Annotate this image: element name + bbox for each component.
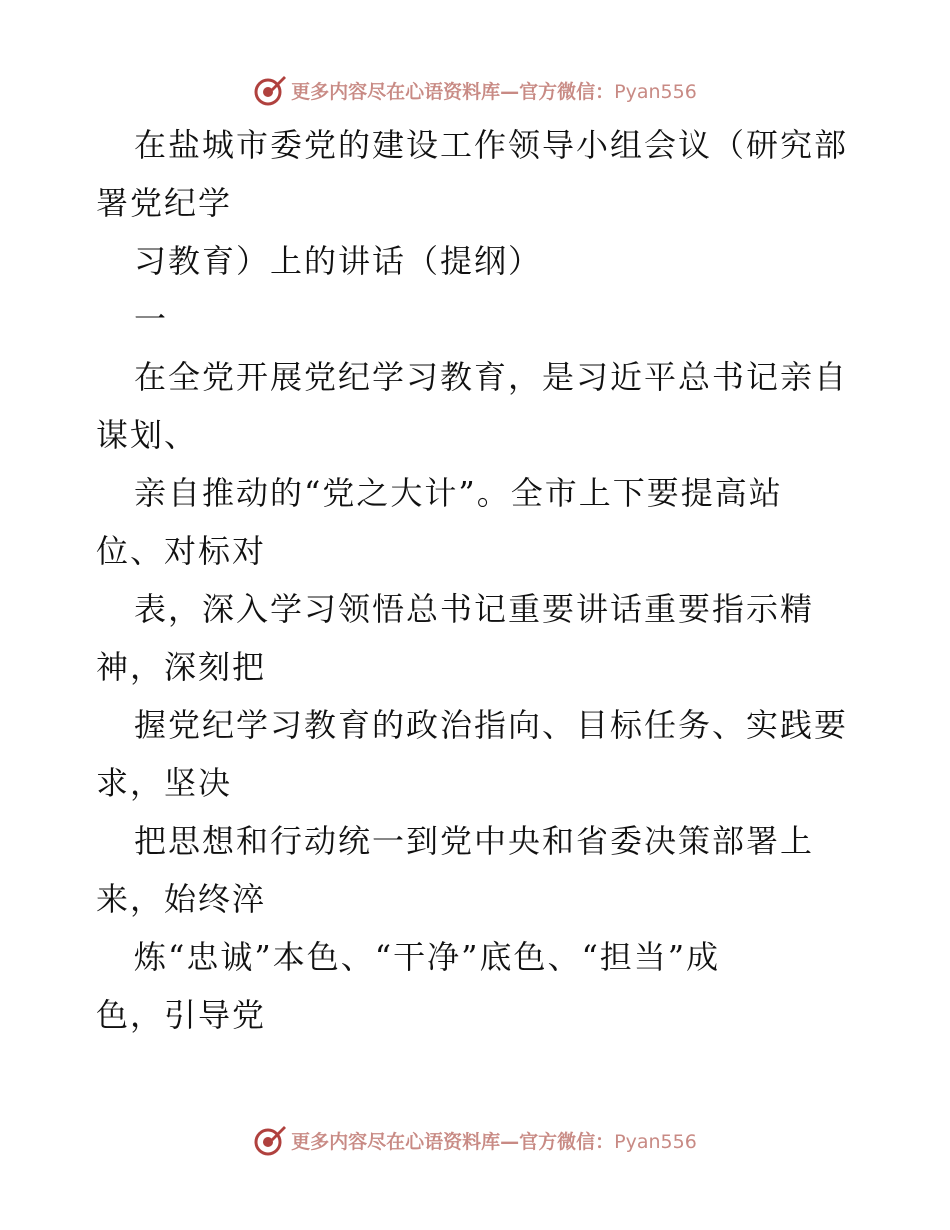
- text-line: 在盐城市委党的建设工作领导小组会议（研究部: [134, 126, 849, 164]
- text-line: 神，深刻把: [96, 648, 267, 686]
- banner-text: 更多内容尽在心语资料库—官方微信：Pyan556: [291, 1130, 697, 1153]
- text-line: 把思想和行动统一到党中央和省委决策部署上: [134, 822, 815, 860]
- wechat-id: Pyan556: [614, 80, 697, 103]
- text-line: 握党纪学习教育的政治指向、目标任务、实践要: [134, 706, 849, 744]
- section-number: 一: [134, 300, 169, 338]
- text-line: 习教育）上的讲话（提纲）: [134, 242, 543, 280]
- text-line: 求，坚决: [96, 764, 233, 802]
- text-line: 表，深入学习领悟总书记重要讲话重要指示精: [134, 590, 815, 628]
- footer-banner: [0, 1120, 950, 1160]
- text-line: 谋划、: [96, 416, 199, 454]
- banner-text: 更多内容尽在心语资料库—官方微信：Pyan556: [291, 80, 697, 103]
- text-line: 在全党开展党纪学习教育，是习近平总书记亲自: [134, 358, 849, 396]
- text-line: 署党纪学: [96, 184, 233, 222]
- text-line: 色，引导党: [96, 996, 267, 1034]
- text-line: 亲自推动的“党之大计”。全市上下要提高站: [134, 474, 783, 512]
- header-banner: [0, 70, 950, 110]
- text-line: 炼“忠诚”本色、“干净”底色、“担当”成: [134, 938, 721, 976]
- pen-logo-icon: [253, 73, 287, 107]
- document-body: [96, 116, 866, 1044]
- text-line: 位、对标对: [96, 532, 267, 570]
- pen-logo-icon: [253, 1123, 287, 1157]
- wechat-id: Pyan556: [614, 1130, 697, 1153]
- text-line: 来，始终淬: [96, 880, 267, 918]
